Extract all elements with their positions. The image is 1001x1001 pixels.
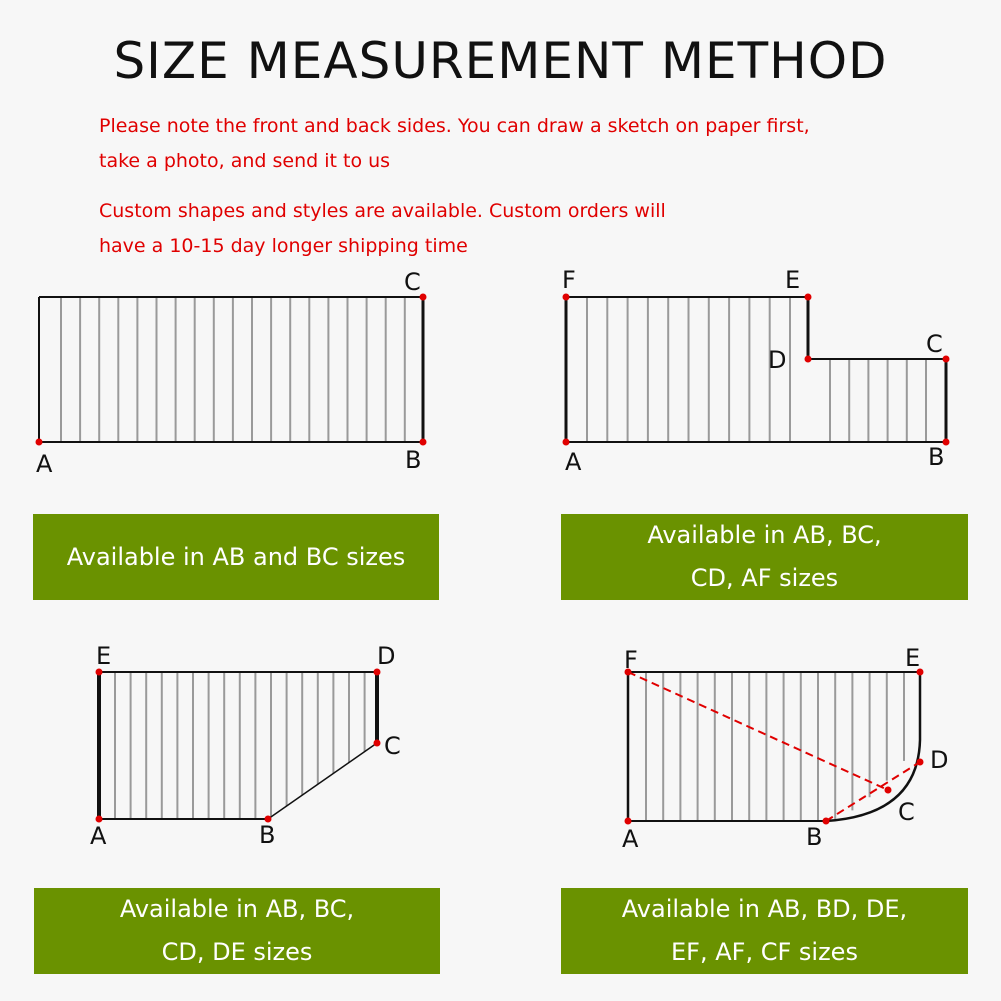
caption-stepped [561,514,968,600]
point-a-label: A [90,822,107,850]
point-d-label: D [768,346,787,374]
point-b-label: B [405,446,422,474]
chamfered-diagram [90,642,401,850]
rectangle-diagram [36,268,427,478]
point-c-marker [943,356,950,363]
point-e-label: E [905,644,921,672]
point-a-marker [563,439,570,446]
point-c-label: C [404,268,421,296]
point-e-label: E [96,642,112,670]
point-a-marker [36,439,43,446]
caption-line: Available in AB, BC, [119,895,355,923]
point-b-label: B [928,443,945,471]
point-a-label: A [565,448,582,476]
point-c-label: C [898,798,915,826]
point-c-label: C [384,732,401,760]
point-a-marker [625,818,632,825]
page-title: SIZE MEASUREMENT METHOD [113,32,888,90]
caption-line: EF, AF, CF sizes [671,938,858,966]
point-a-label: A [36,450,53,478]
caption-line: Available in AB, BC, [647,521,882,549]
caption-line: Available in AB, BD, DE, [621,895,908,923]
slat-lines [646,672,904,821]
point-d-marker [805,356,812,363]
note-line: have a 10-15 day longer shipping time [99,235,468,257]
point-d-marker [917,759,924,766]
note-line: take a photo, and send it to us [99,150,391,172]
note-line: Please note the front and back sides. You can draw a sketch on paper first, [99,115,810,137]
slat-lines [61,297,405,442]
point-f-label: F [624,646,638,674]
diagonal-fc-line [628,672,888,790]
rounded-corner-diagram [622,644,948,853]
point-b-marker [823,818,830,825]
top-step-edge [566,297,946,359]
point-a-label: A [622,825,639,853]
point-e-label: E [785,266,801,294]
slat-lines [587,297,926,442]
point-f-marker [563,294,570,301]
point-f-label: F [562,266,576,294]
point-d-label: D [930,746,949,774]
point-b-label: B [259,821,276,849]
caption-line: CD, AF sizes [690,564,839,592]
caption-rectangle [33,514,439,600]
caption-chamfered [34,888,440,974]
point-d-label: D [377,642,396,670]
slat-lines [115,672,365,819]
point-c-marker [374,740,381,747]
point-b-marker [420,439,427,446]
point-c-marker [885,787,892,794]
caption-line: CD, DE sizes [161,938,313,966]
note-line: Custom shapes and styles are available. Custom orders will [99,200,666,222]
point-e-marker [805,294,812,301]
caption-rounded-corner [561,888,968,974]
caption-line: Available in AB and BC sizes [66,542,406,571]
stepped-diagram [562,266,950,476]
diagonal-edge [268,743,377,819]
point-c-label: C [926,330,943,358]
point-b-label: B [806,823,823,851]
